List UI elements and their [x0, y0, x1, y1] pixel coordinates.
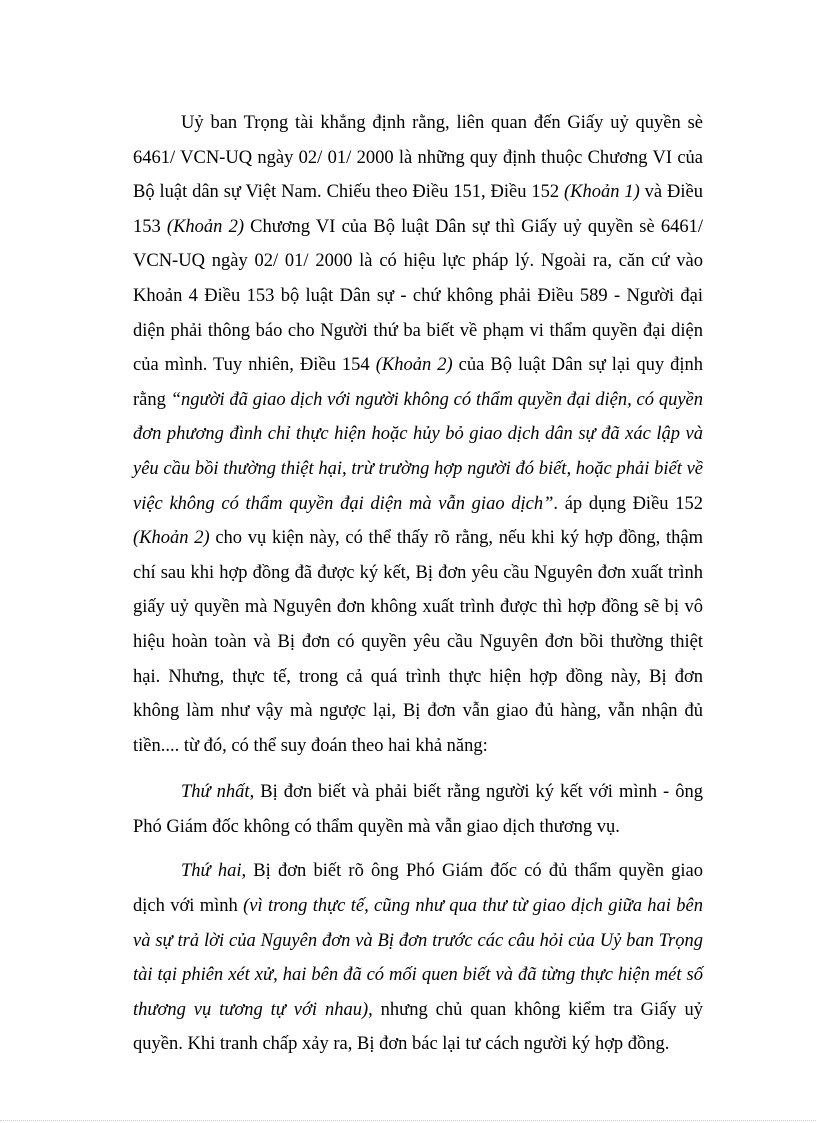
italic-quote-segment: “người đã giao dịch với người không có thẩm quyền đại diện, có quyền đơn phương đình chỉ thực hiện hoặc hủy bỏ giao dịch dân sự đã xác lập và yêu cầu bồi thường thiệt hại, trừ trường hợp người đó biết, hoặc phải biết về việc không có thẩm quyền đại diện mà vẫn giao dịch”	[133, 389, 703, 514]
text-segment: Chương VI của Bộ luật Dân sự thì Giấy uỷ quyền sè 6461/ VCN-UQ ngày 02/ 01/ 2000 là có hiệu lực pháp lý. Ngoài ra, căn cứ vào Khoản 4 Điều 153 bộ luật Dân sự - chứ không phải Điều 589 - Người đại diện phải thông báo cho Người thứ ba biết về phạm vi thẩm quyền đại diện của mình. Tuy nhiên, Điều 154	[133, 216, 704, 376]
document-body	[133, 106, 703, 1062]
paragraph-first-possibility	[133, 775, 703, 844]
paragraph-arbitration-ruling	[133, 106, 703, 763]
text-segment: cho vụ kiện này, có thể thấy rõ rằng, nếu khi ký hợp đồng, thậm chí sau khi hợp đồng đã được ký kết, Bị đơn yêu cầu Nguyên đơn xuất trình giấy uỷ quyền mà Nguyên đơn không xuất trình được thì hợp đồng sẽ bị vô hiệu hoàn toàn và Bị đơn có quyền yêu cầu Nguyên đơn bồi thường thiệt hại. Nhưng, thực tế, trong cả quá trình thực hiện hợp đồng này, Bị đơn không làm như vậy mà ngược lại, Bị đơn vẫn giao đủ hàng, vẫn nhận đủ tiền.... từ đó, có thể suy đoán theo hai khả năng:	[133, 528, 703, 756]
italic-segment: (Khoản 2)	[375, 355, 453, 376]
text-segment: Bị đơn biết rõ ông Phó Giám đốc có đủ thẩm quyền giao dịch với mình	[133, 861, 704, 917]
text-segment: , Bị đơn biết và phải biết rằng người ký kết với mình - ông Phó Giám đốc không có thẩm quyền mà vẫn giao dịch thương vụ.	[133, 782, 703, 837]
italic-segment: (Khoản 2)	[133, 528, 210, 549]
paragraph-second-possibility	[133, 854, 703, 1062]
italic-segment: (vì trong thực tế, cũng như qua thư từ giao dịch giữa hai bên và sự trả lời của Nguyên đơn và Bị đơn trước các câu hỏi của Uỷ ban Trọng tài tại phiên xét xử, hai bên đã có mối quen biết và đã từng thực hiện mét số thương vụ tương tự với nhau),	[133, 896, 703, 1020]
text-segment: Uỷ ban Trọng tài khẳng định rằng, liên quan đến Giấy uỷ quyền sè 6461/ VCN-UQ ngày 02/ 01/ 2000 là những quy định thuộc Chương VI của Bộ luật dân sự Việt Nam. Chiếu theo Điều 151, Điều 152	[133, 113, 703, 203]
text-segment: . áp dụng Điều 152	[553, 493, 703, 514]
italic-segment: Thứ nhất	[181, 782, 250, 803]
italic-segment: (Khoản 2)	[166, 216, 244, 237]
italic-segment: (Khoản 1)	[563, 182, 640, 203]
text-segment: và Điều 153	[133, 182, 703, 237]
text-segment: của Bộ luật Dân sự lại quy định rằng	[133, 355, 703, 410]
text-segment: nhưng chủ quan không kiểm tra Giấy uỷ quyền. Khi tranh chấp xảy ra, Bị đơn bác lại tư cách người ký hợp đồng.	[133, 999, 703, 1055]
italic-segment: Thứ hai,	[181, 861, 247, 882]
